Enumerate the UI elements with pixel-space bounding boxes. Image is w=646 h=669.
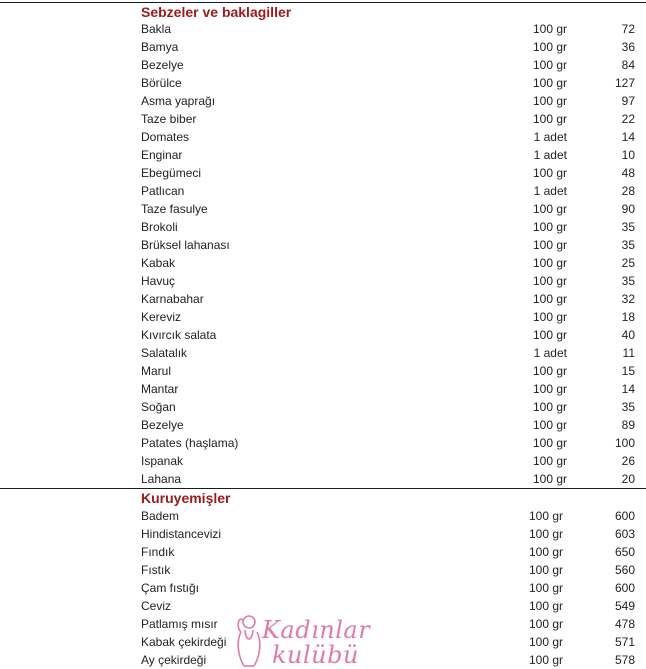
food-amount: 100 gr [532, 112, 567, 126]
table-row [0, 272, 646, 290]
food-name: Fındık [141, 545, 175, 559]
food-calories: 578 [614, 653, 635, 667]
food-amount: 100 gr [532, 400, 567, 414]
table-row [0, 362, 646, 380]
food-calories: 15 [621, 364, 635, 378]
table-row [0, 128, 646, 146]
food-name: Çam fıstığı [141, 581, 200, 595]
food-name: Marul [141, 364, 172, 378]
food-name: Patlamış mısır [141, 617, 218, 631]
table-row [0, 452, 646, 470]
table-row [0, 434, 646, 452]
food-amount: 100 gr [532, 94, 567, 108]
food-calories: 40 [621, 328, 635, 342]
food-name: Börülce [141, 76, 182, 90]
food-calories: 14 [621, 382, 635, 396]
food-amount: 100 gr [532, 274, 567, 288]
table-row [0, 20, 646, 38]
food-name: Ebegümeci [141, 166, 202, 180]
food-amount: 100 gr [528, 635, 563, 649]
food-calories: 18 [621, 310, 635, 324]
table-row [0, 525, 646, 543]
food-name: Ispanak [141, 454, 184, 468]
food-calories: 11 [622, 346, 635, 360]
food-amount: 1 adet [533, 346, 567, 360]
food-calories: 90 [621, 202, 635, 216]
food-calories: 650 [614, 545, 635, 559]
food-calories: 20 [621, 472, 635, 486]
food-name: Enginar [141, 148, 183, 162]
food-calories: 28 [621, 184, 635, 198]
food-name: Salatalık [141, 346, 188, 360]
food-name: Bamya [141, 40, 179, 54]
food-amount: 100 gr [528, 509, 563, 523]
food-amount: 100 gr [532, 436, 567, 450]
table-row [0, 92, 646, 110]
food-amount: 100 gr [532, 364, 567, 378]
table-row [0, 74, 646, 92]
food-amount: 100 gr [528, 563, 563, 577]
section-divider [0, 488, 646, 489]
table-row [0, 182, 646, 200]
food-name: Bezelye [141, 418, 184, 432]
food-name: Kabak çekirdeği [141, 635, 227, 649]
food-amount: 100 gr [532, 58, 567, 72]
food-name: Bakla [141, 22, 172, 36]
food-name: Brüksel lahanası [141, 238, 230, 252]
food-amount: 100 gr [528, 545, 563, 559]
food-name: Kıvırcık salata [141, 328, 217, 342]
food-name: Taze biber [141, 112, 197, 126]
food-amount: 100 gr [532, 76, 567, 90]
table-row [0, 326, 646, 344]
food-amount: 100 gr [532, 418, 567, 432]
table-row [0, 236, 646, 254]
table-row [0, 470, 646, 488]
table-row [0, 543, 646, 561]
food-name: Karnabahar [141, 292, 204, 306]
woman-figure-icon [232, 612, 266, 667]
food-amount: 100 gr [528, 527, 563, 541]
food-name: Kereviz [141, 310, 182, 324]
food-calories: 600 [614, 509, 635, 523]
table-row [0, 308, 646, 326]
food-calories: 35 [621, 220, 635, 234]
food-name: Lahana [141, 472, 182, 486]
food-amount: 100 gr [532, 166, 567, 180]
food-amount: 100 gr [528, 581, 563, 595]
food-name: Soğan [141, 400, 176, 414]
food-amount: 100 gr [532, 202, 567, 216]
food-calories: 35 [621, 400, 635, 414]
food-calories: 35 [621, 274, 635, 288]
food-calories: 97 [621, 94, 635, 108]
food-name: Patates (haşlama) [141, 436, 239, 450]
table-row [0, 146, 646, 164]
food-amount: 1 adet [533, 184, 567, 198]
table-row [0, 416, 646, 434]
food-amount: 100 gr [532, 454, 567, 468]
food-amount: 100 gr [532, 310, 567, 324]
section-title-nuts: Kuruyemişler [141, 490, 231, 506]
food-calories: 84 [621, 58, 635, 72]
food-amount: 100 gr [532, 40, 567, 54]
kadinlar-kulubu-logo [232, 612, 372, 667]
food-calories: 560 [614, 563, 635, 577]
food-calories: 600 [614, 581, 635, 595]
logo-line-2: kulübü [272, 641, 359, 669]
food-calories: 14 [621, 130, 635, 144]
food-calories: 549 [614, 599, 635, 613]
table-row [0, 579, 646, 597]
food-name: Brokoli [141, 220, 178, 234]
food-name: Fıstık [141, 563, 171, 577]
food-calories: 22 [621, 112, 635, 126]
food-calories: 571 [614, 635, 635, 649]
food-amount: 100 gr [532, 382, 567, 396]
food-calories: 603 [614, 527, 635, 541]
top-rule [0, 2, 646, 3]
food-name: Hindistancevizi [141, 527, 222, 541]
table-row [0, 164, 646, 182]
table-row [0, 398, 646, 416]
logo-line-1: Kadınlar [262, 616, 371, 644]
food-amount: 1 adet [533, 130, 567, 144]
food-calories: 35 [621, 238, 635, 252]
food-name: Kabak [141, 256, 176, 270]
food-calories: 10 [621, 148, 635, 162]
food-name: Badem [141, 509, 180, 523]
table-row [0, 38, 646, 56]
food-name: Ceviz [141, 599, 172, 613]
food-calories: 72 [621, 22, 635, 36]
food-calories: 36 [621, 40, 635, 54]
food-amount: 100 gr [532, 238, 567, 252]
table-row [0, 290, 646, 308]
food-name: Havuç [141, 274, 176, 288]
food-amount: 100 gr [528, 617, 563, 631]
food-calories: 48 [621, 166, 635, 180]
food-amount: 100 gr [532, 472, 567, 486]
food-calories: 32 [621, 292, 635, 306]
food-amount: 100 gr [532, 256, 567, 270]
table-row [0, 561, 646, 579]
table-row [0, 507, 646, 525]
food-amount: 100 gr [532, 220, 567, 234]
food-name: Domates [141, 130, 190, 144]
food-name: Bezelye [141, 58, 184, 72]
section-title-vegetables: Sebzeler ve baklagiller [141, 4, 292, 20]
table-row [0, 56, 646, 74]
table-row [0, 218, 646, 236]
food-name: Taze fasulye [141, 202, 208, 216]
food-name: Patlıcan [141, 184, 185, 198]
table-row [0, 200, 646, 218]
food-calories: 127 [614, 76, 635, 90]
table-row [0, 254, 646, 272]
food-amount: 100 gr [528, 653, 563, 667]
food-amount: 100 gr [532, 328, 567, 342]
table-row [0, 110, 646, 128]
food-calories: 26 [621, 454, 635, 468]
food-name: Asma yaprağı [141, 94, 216, 108]
food-calories: 478 [614, 617, 635, 631]
food-calories: 89 [621, 418, 635, 432]
table-row [0, 344, 646, 362]
food-name: Ay çekirdeği [141, 653, 207, 667]
food-amount: 100 gr [528, 599, 563, 613]
food-calories: 25 [621, 256, 635, 270]
table-row [0, 380, 646, 398]
food-calories: 100 [614, 436, 635, 450]
food-amount: 1 adet [533, 148, 567, 162]
food-name: Mantar [141, 382, 179, 396]
food-amount: 100 gr [532, 292, 567, 306]
food-amount: 100 gr [532, 22, 567, 36]
